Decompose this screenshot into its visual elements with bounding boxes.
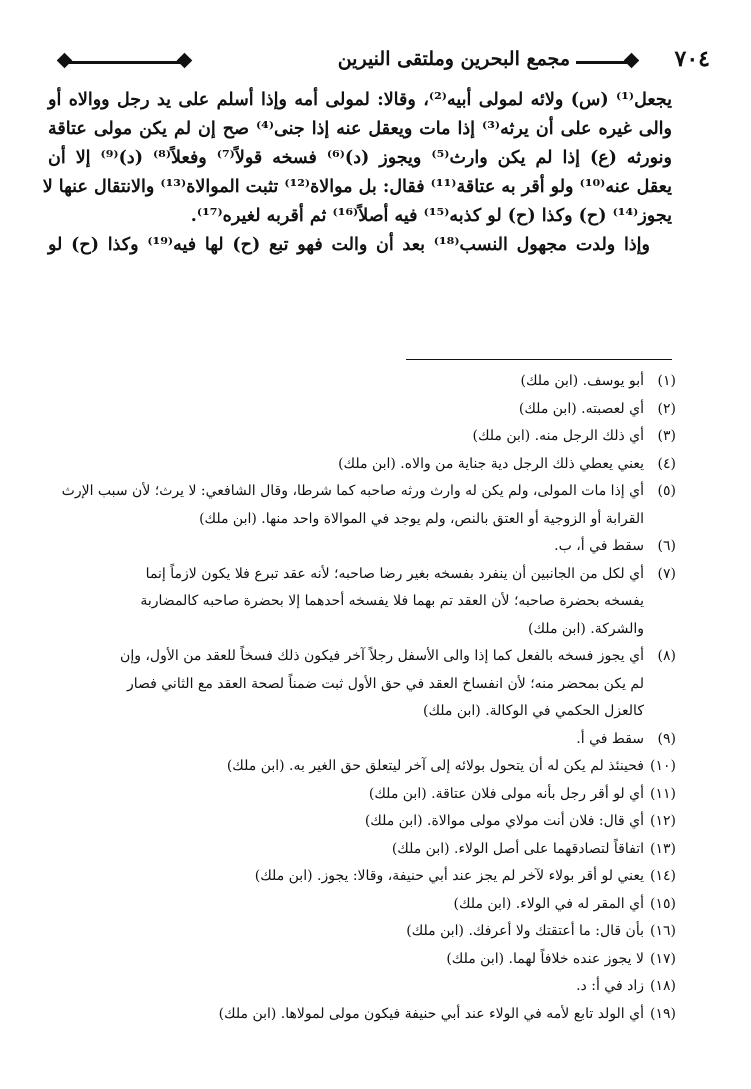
footnote	[44, 891, 676, 919]
main-text-line: يعقل عنه⁽¹⁰⁾ ولو أقر به عتاقة⁽¹¹⁾ فقال: بل موالاة⁽¹²⁾ تثبت الموالاة⁽¹³⁾ والانتقال عنها لا	[42, 177, 672, 197]
footnote-continuation: كالعزل الحكمي في الوكالة. (ابن ملك)	[423, 703, 644, 719]
footnote-number: (١)	[657, 373, 676, 389]
footnote-number: (٥)	[657, 483, 676, 499]
footnote-text: بأن قال: ما أعتقتك ولا أعرفك. (ابن ملك)	[406, 923, 644, 939]
main-text-line: ونورثه (ع) إذا لم يكن وارث⁽⁵⁾ ويجوز (د)⁽⁶⁾ فسخه قولاً⁽⁷⁾ وفعلاً⁽⁸⁾ (د)⁽⁹⁾ إلا أن	[48, 148, 672, 168]
footnote-text: فحينئذ لم يكن له أن يتحول بولائه إلى آخر ليتعلق حق الغير به. (ابن ملك)	[226, 758, 644, 774]
footnote	[44, 753, 676, 781]
footnote-continuation: لم يكن بمحضر منه؛ لأن انفساخ العقد في حق الأول ثبت ضمناً لصحة العقد مع الثاني فصار	[126, 675, 644, 692]
main-text-line: يجعل⁽¹⁾ (س) ولائه لمولى أبيه⁽²⁾، وقالا: لمولى أمه وإذا أسلم على يد رجل ووالاه أو	[48, 90, 672, 110]
footnote	[44, 423, 676, 451]
footnote-text: أي لو أقر رجل بأنه مولى فلان عتاقة. (ابن ملك)	[368, 785, 644, 802]
footnote	[44, 918, 676, 946]
header-rule	[64, 61, 182, 64]
footnote	[44, 946, 676, 974]
main-text-line: وإذا ولدت مجهول النسب⁽¹⁸⁾ بعد أن والت فهو تبع (ح) لها فيه⁽¹⁹⁾ وكذا (ح) لو	[48, 235, 650, 255]
footnote-text: أي لكل من الجانبين أن ينفرد بفسخه بغير رضا صاحبه؛ لأنه عقد تبرع فلا يكون لازماً إنما	[145, 565, 644, 582]
footnote-text: يعني يعطي ذلك الرجل دية جناية من والاه. (ابن ملك)	[338, 455, 644, 472]
footnote-number: (١٢)	[650, 813, 676, 829]
footnote-text: يعني لو أقر بولاء لآخر لم يجز عند أبي حنيفة، وقالا: يجوز. (ابن ملك)	[254, 868, 644, 884]
footnote-number: (١٤)	[650, 868, 676, 884]
footnote-number: (١٥)	[650, 895, 676, 912]
footnote	[44, 561, 676, 589]
main-text-line: يجوز⁽¹⁴⁾ (ح) وكذا (ح) لو كذبه⁽¹⁵⁾ فيه أصلاً⁽¹⁶⁾ ثم أقربه لغيره⁽¹⁷⁾.	[190, 206, 672, 226]
footnote-text: سقط في أ.	[576, 730, 644, 747]
footnote-text: أي قال: فلان أنت مولاي مولى موالاة. (ابن ملك)	[364, 813, 644, 829]
footnote	[44, 643, 676, 671]
footnote	[44, 781, 676, 809]
footnote-number: (٢)	[657, 400, 676, 417]
footnote-text: أي يجوز فسخه بالفعل كما إذا والى الأسفل رجلاً آخر فيكون ذلك فسخاً للعقد من الأول، وإن	[120, 648, 644, 664]
footnote-text: أي المقر له في الولاء. (ابن ملك)	[453, 895, 644, 912]
footnote-divider	[406, 359, 672, 360]
footnote-text: اتفاقاً لتصادقهما على أصل الولاء. (ابن ملك)	[391, 840, 644, 857]
footnote-text: سقط في أ، ب.	[554, 538, 644, 554]
footnote-number: (١٨)	[650, 978, 676, 994]
footnote	[44, 478, 676, 506]
diamond-ornament	[57, 53, 73, 69]
footnote	[44, 973, 676, 1001]
footnote-number: (١٣)	[650, 840, 676, 857]
footnote-number: (١٦)	[650, 923, 676, 939]
footnote	[44, 533, 676, 561]
running-title: مجمع البحرين وملتقى النيرين	[337, 48, 570, 70]
footnote-number: (١٠)	[650, 758, 676, 774]
footnote	[44, 368, 676, 396]
footnote-number: (٧)	[657, 565, 676, 582]
footnote-number: (٤)	[657, 455, 676, 472]
footnote-continuation: والشركة. (ابن ملك)	[528, 620, 644, 637]
footnote-text: أي لعصبته. (ابن ملك)	[518, 400, 644, 417]
footnote	[44, 1001, 676, 1029]
footnote-text: زاد في أ: د.	[576, 978, 644, 994]
footnote-number: (١٧)	[650, 950, 676, 967]
footnote	[44, 863, 676, 891]
footnote-text: أبو يوسف. (ابن ملك)	[520, 373, 644, 389]
footnote	[44, 726, 676, 754]
footnote	[44, 451, 676, 479]
main-text	[42, 86, 672, 260]
footnote-number: (٨)	[657, 648, 676, 664]
footnote-number: (١٩)	[650, 1005, 676, 1022]
footnote-number: (١١)	[650, 785, 676, 802]
footnote-text: أي إذا مات المولى، ولم يكن له وارث ورثه صاحبه كما شرطا، وقال الشافعي: لا يرث؛ لأن سبب الإرث	[61, 483, 644, 499]
footnote	[44, 396, 676, 424]
footnote-text: لا يجوز عنده خلافاً لهما. (ابن ملك)	[446, 950, 644, 967]
page-number: ٧٠٤	[674, 46, 710, 72]
footnote-text: أي ذلك الرجل منه. (ابن ملك)	[472, 428, 644, 444]
footnotes	[44, 368, 676, 1028]
footnote-number: (٦)	[657, 538, 676, 554]
footnote	[44, 836, 676, 864]
main-text-line: والى غيره على أن يرثه⁽³⁾ إذا مات ويعقل عنه إذا جنى⁽⁴⁾ صح إن لم يكن مولى عتاقة	[48, 119, 672, 139]
footnote-text: أي الولد تابع لأمه في الولاء عند أبي حنيفة فيكون مولى لمولاها. (ابن ملك)	[218, 1005, 644, 1022]
footnote-continuation: القرابة أو الزوجية أو العتق بالنص، ولم يوجد في الموالاة واحد منها. (ابن ملك)	[199, 510, 644, 527]
footnote-continuation: يفسخه بحضرة صاحبه؛ لأن العقد تم بهما فلا يفسخه أحدهما إلا بحضرة صاحبه كالمضاربة	[140, 593, 644, 609]
footnote	[44, 808, 676, 836]
header-rule	[576, 61, 632, 64]
page-header	[42, 44, 710, 80]
footnote-number: (٩)	[657, 730, 676, 747]
footnote-number: (٣)	[657, 428, 676, 444]
